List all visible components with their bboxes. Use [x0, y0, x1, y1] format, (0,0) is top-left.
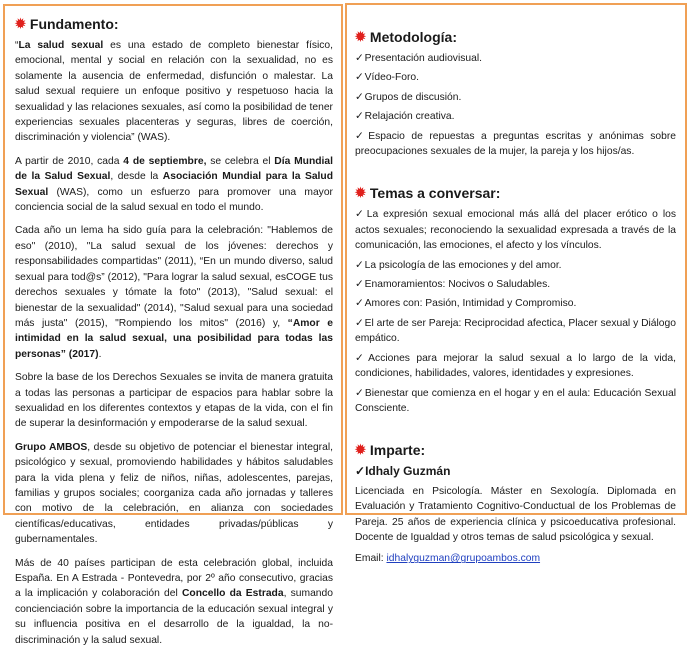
heading-text: Imparte:: [369, 442, 426, 459]
temas-heading: [355, 185, 676, 201]
list-item-text: Bienestar que comienza en el hogar y en el aula: Educación Sexual Consciente.: [355, 387, 676, 414]
info-panel: [345, 3, 687, 565]
check-icon: ✓: [355, 352, 368, 364]
list-item: [355, 207, 676, 253]
list-item-text: Presentación audiovisual.: [364, 53, 482, 64]
list-item: [355, 316, 676, 347]
heading-text: Metodología:: [369, 29, 458, 45]
metodologia-heading: [355, 29, 676, 45]
list-item-text: Relajación creativa.: [364, 111, 455, 123]
check-icon: ✓: [355, 317, 364, 329]
flower-bullet-icon: ✹: [15, 16, 26, 31]
paragraph-grupo-ambos: Grupo AMBOS, desde su objetivo de potenciar el bienestar integral, psicológico y sexual, promoviendo habilidades y hábitos saludables para la vida plena y feliz de niños, niñas, adolescentes, parejas, familias y grupos sociales; coorganiza cada año jornadas y talleres con motivo de la celebración, en alianza con sociedades científicas/educativas, entidades privadas/públicas y gubernamentales.: [15, 441, 333, 546]
heading-text: Fundamento:: [29, 16, 119, 32]
list-item: [355, 70, 676, 85]
check-icon: ✓: [355, 464, 366, 479]
list-item: [355, 109, 676, 124]
fundamento-heading: [15, 16, 333, 32]
list-item-text: El arte de ser Pareja: Reciprocidad afectica, Placer sexual y Diálogo empático.: [355, 317, 676, 345]
flower-bullet-icon: ✹: [355, 29, 366, 44]
paragraph-derechos: Sobre la base de los Derechos Sexuales se invita de manera gratuita a todas las personas a participar de espacios para hablar sobre la sexualidad en los diferentes contextos y etapas de la vida, con el fin de superar la desinformación y empoderarse de la salud sexual.: [15, 372, 333, 430]
flower-bullet-icon: ✹: [355, 185, 366, 201]
paragraph-paises: Más de 40 países participan de esta celebración global, incluida España. En A Estrada - Pontevedra, por 2º año consecutivo, gracias a la implicación y colaboración del Concello da Estrada, sumando concienciación sobre la importancia de la educación sexual integral y su influencia positiva en el desarrollo de la igualdad, la no-discriminación y la salud sexual.: [15, 557, 333, 646]
check-icon: ✓: [355, 130, 368, 142]
check-icon: ✓: [355, 279, 364, 291]
list-item: [355, 51, 676, 66]
flower-bullet-icon: ✹: [355, 442, 366, 458]
paragraph-salud-sexual: “La salud sexual es una estado de completo bienestar físico, emocional, mental y social en relación con la sexualidad, no es solamente la ausencia de enfermedad, disfunción o malestar. La salud sexual requiere un enfoque positivo y respetuoso hacia la sexualidad y las relaciones sexuales, así como la posibilidad de tener experiencias sexuales placenteras y seguras, libres de coerción, discriminación y violencia” (WAS).: [15, 40, 333, 144]
heading-text: Temas a conversar:: [369, 185, 501, 202]
temas-list: [355, 207, 676, 416]
check-icon: ✓: [355, 259, 364, 271]
list-item: [355, 386, 676, 417]
list-item: [355, 296, 676, 311]
check-icon: ✓: [355, 72, 364, 84]
fundamento-panel: [3, 4, 343, 646]
paragraph-dia-mundial: A partir de 2010, cada 4 de septiembre, se celebra el Día Mundial de la Salud Sexual, desde la Asociación Mundial para la Salud Sexual (WAS), como un esfuerzo para promover una mayor conciencia social de la salud sexual en todo el mundo.: [15, 155, 333, 214]
paragraph-lemas: Cada año un lema ha sido guía para la celebración: "Hablemos de eso" (2010), "La salud sexual de los jóvenes: derechos y responsabilidades compartidas" (2011), “En un mundo diverso, salud sexual para tod@s” (2012), "Para lograr la salud sexual, esCOGE tus derechos sexuales y tómate la foto" (2013), "Salud sexual: el bienestar de la sexualidad" (2014), "Salud sexual para una sociedad más justa" (2015), "Rompiendo los mitos" (2016) y, “Amor e intimidad en la salud sexual, una posibilidad para todas las personas” (2017).: [15, 225, 333, 360]
speaker-email: Email: idhalyguzman@grupoambos.com: [355, 553, 541, 565]
check-icon: ✓: [355, 298, 364, 310]
metodologia-list: [355, 51, 676, 159]
list-item-text: La expresión sexual emocional más allá del placer erótico o los actos sexuales; reconociendo la sexualidad expresada a través de la comunicación, las emociones, el afecto y los vínculos.: [355, 209, 676, 252]
list-item: [355, 277, 676, 292]
check-icon: ✓: [355, 387, 364, 399]
list-item-text: Grupos de discusión.: [364, 91, 462, 103]
check-icon: ✓: [355, 53, 364, 64]
speaker-bio: Licenciada en Psicología. Máster en Sexología. Diplomada en Evaluación y Tratamiento Cognitivo-Conductual de los Problemas de Pareja. 25 años de experiencia clínica y psicoeducativa profesional. Docente de Igualdad y otros temas de salud psicológica y sexual.: [355, 485, 676, 543]
speaker-name: ✓Idhaly Guzmán: [355, 464, 451, 479]
list-item: [355, 90, 676, 105]
list-item-text: La psicología de las emociones y del amor.: [364, 259, 562, 271]
email-link[interactable]: idhalyguzman@grupoambos.com: [386, 553, 541, 565]
imparte-heading: [355, 442, 676, 458]
check-icon: ✓: [355, 91, 364, 103]
check-icon: ✓: [355, 209, 366, 221]
check-icon: ✓: [355, 111, 364, 123]
list-item: [355, 258, 676, 273]
list-item-text: Amores con: Pasión, Intimidad y Compromiso.: [364, 298, 577, 310]
list-item-text: Espacio de repuestas a preguntas escritas y anónimas sobre preocupaciones sexuales de la mujer, la pareja y los hijos/as.: [355, 130, 676, 158]
list-item-text: Acciones para mejorar la salud sexual a lo largo de la vida, condiciones, habilidades, valores, identidades y expresiones.: [355, 352, 676, 380]
list-item-text: Enamoramientos: Nocivos o Saludables.: [364, 279, 551, 291]
list-item: [355, 129, 676, 160]
list-item: [355, 351, 676, 382]
list-item-text: Vídeo-Foro.: [364, 72, 420, 84]
